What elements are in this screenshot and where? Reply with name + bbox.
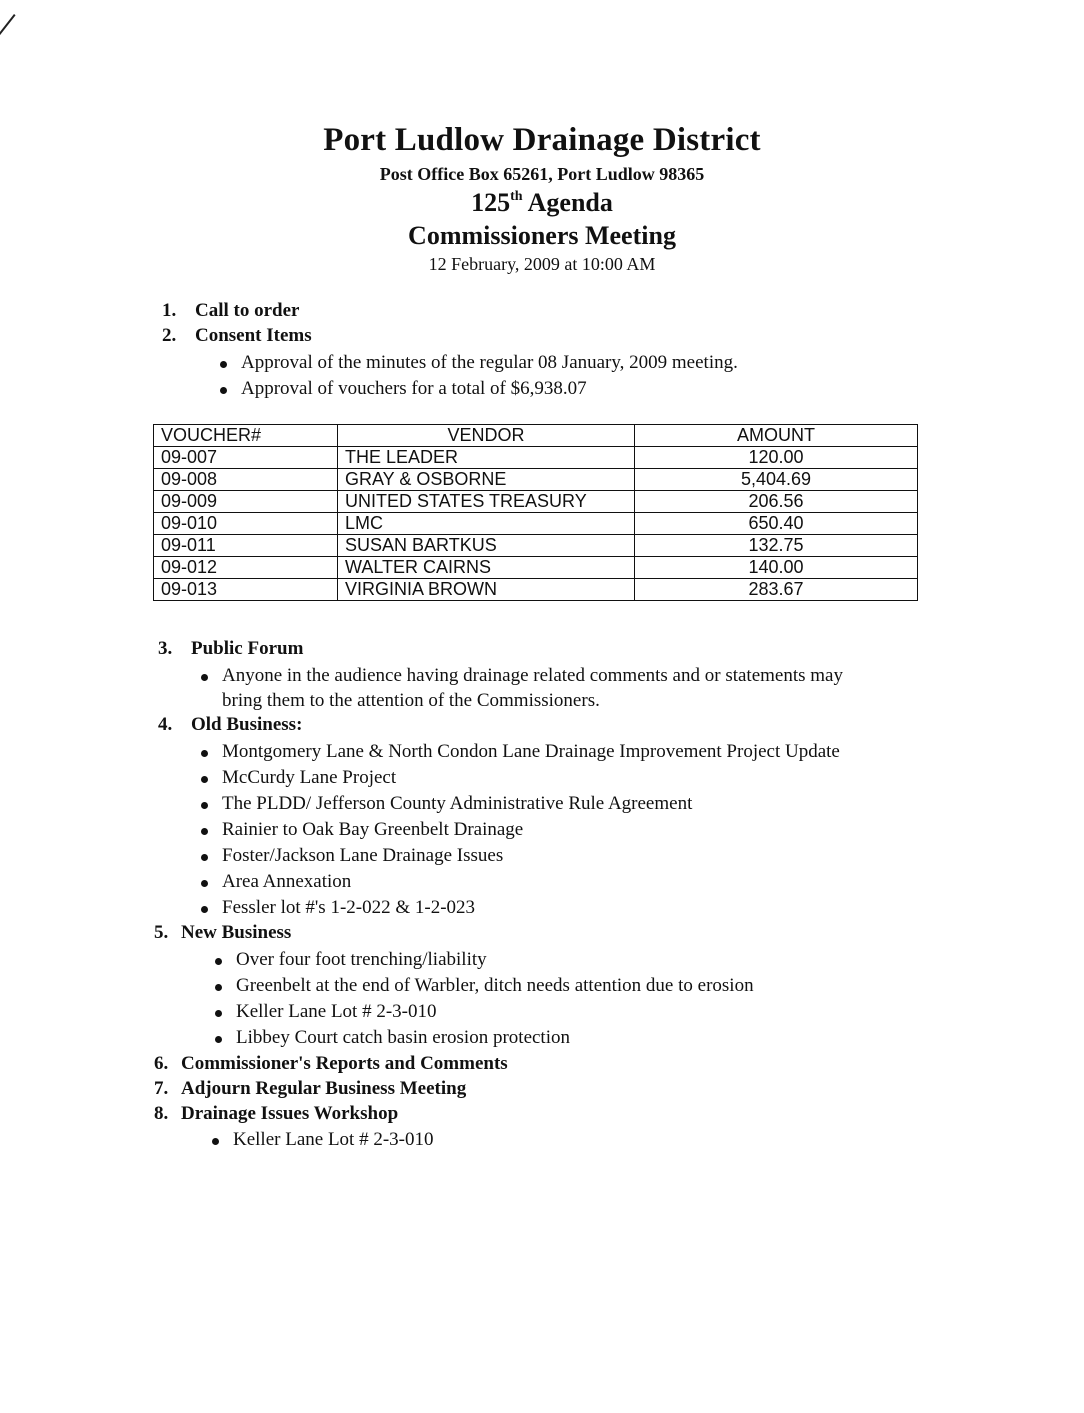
vendor-name: VIRGINIA BROWN xyxy=(338,579,635,601)
bullet-item: Rainier to Oak Bay Greenbelt Drainage xyxy=(222,819,523,841)
bullet-item: Approval of the minutes of the regular 08 January, 2009 meeting. xyxy=(241,352,738,374)
vendor-name: WALTER CAIRNS xyxy=(338,557,635,579)
item-label: Old Business: xyxy=(191,714,303,735)
agenda-item-call-to-order xyxy=(162,300,299,322)
bullet-item: The PLDD/ Jefferson County Administrative Rule Agreement xyxy=(222,793,692,815)
vendor-name: THE LEADER xyxy=(338,447,635,469)
voucher-number: 09-013 xyxy=(154,579,338,601)
column-header-vendor: VENDOR xyxy=(338,425,635,447)
bullet-item: McCurdy Lane Project xyxy=(222,767,396,789)
table-row xyxy=(154,469,918,491)
table-row xyxy=(154,535,918,557)
agenda-ordinal-suffix: th xyxy=(510,189,523,204)
bullet-item: Greenbelt at the end of Warbler, ditch needs attention due to erosion xyxy=(236,975,754,997)
item-label: Call to order xyxy=(195,300,300,321)
bullet-icon xyxy=(201,750,208,757)
bullet-item: Anyone in the audience having drainage related comments and or statements may xyxy=(222,665,843,687)
voucher-amount: 206.56 xyxy=(635,491,918,513)
bullet-item: Libbey Court catch basin erosion protection xyxy=(236,1027,570,1049)
agenda-item-consent-items xyxy=(162,325,312,347)
bullet-icon xyxy=(215,1010,222,1017)
bullet-icon xyxy=(201,880,208,887)
document-title: Port Ludlow Drainage District xyxy=(323,122,761,158)
voucher-amount: 283.67 xyxy=(635,579,918,601)
bullet-icon xyxy=(201,854,208,861)
voucher-table xyxy=(153,424,918,601)
bullet-icon xyxy=(201,906,208,913)
bullet-icon xyxy=(201,828,208,835)
item-label: Commissioner's Reports and Comments xyxy=(181,1053,508,1074)
bullet-icon xyxy=(215,984,222,991)
bullet-icon xyxy=(201,674,208,681)
item-number: 5. xyxy=(154,922,169,943)
item-number: 1. xyxy=(162,300,177,321)
bullet-icon xyxy=(201,776,208,783)
bullet-item: Montgomery Lane & North Condon Lane Drainage Improvement Project Update xyxy=(222,741,840,763)
agenda-item-commissioner-reports xyxy=(154,1053,508,1075)
bullet-icon xyxy=(220,361,227,368)
column-header-voucher: VOUCHER# xyxy=(154,425,338,447)
voucher-number: 09-010 xyxy=(154,513,338,535)
bullet-item: Over four foot trenching/liability xyxy=(236,949,487,971)
column-header-amount: AMOUNT xyxy=(635,425,918,447)
item-number: 4. xyxy=(158,714,173,735)
agenda-item-old-business xyxy=(158,714,302,736)
vendor-name: UNITED STATES TREASURY xyxy=(338,491,635,513)
item-number: 6. xyxy=(154,1053,169,1074)
bullet-item: Fessler lot #'s 1-2-022 & 1-2-023 xyxy=(222,897,475,919)
table-row xyxy=(154,513,918,535)
bullet-icon xyxy=(215,1036,222,1043)
agenda-number-heading xyxy=(0,188,1084,218)
voucher-number: 09-012 xyxy=(154,557,338,579)
bullet-item: Keller Lane Lot # 2-3-010 xyxy=(233,1129,433,1151)
voucher-amount: 5,404.69 xyxy=(635,469,918,491)
item-label: New Business xyxy=(181,922,292,943)
voucher-number: 09-009 xyxy=(154,491,338,513)
bullet-item-continuation: bring them to the attention of the Commissioners. xyxy=(222,690,600,711)
voucher-amount: 650.40 xyxy=(635,513,918,535)
item-label: Drainage Issues Workshop xyxy=(181,1103,399,1124)
item-number: 8. xyxy=(154,1103,169,1124)
agenda-item-new-business xyxy=(154,922,291,944)
bullet-icon xyxy=(201,802,208,809)
vendor-name: LMC xyxy=(338,513,635,535)
bullet-icon xyxy=(220,387,227,394)
item-number: 7. xyxy=(154,1078,169,1099)
voucher-amount: 132.75 xyxy=(635,535,918,557)
voucher-number: 09-008 xyxy=(154,469,338,491)
voucher-amount: 140.00 xyxy=(635,557,918,579)
district-address: Post Office Box 65261, Port Ludlow 98365 xyxy=(379,164,705,184)
item-number: 2. xyxy=(162,325,177,346)
table-row xyxy=(154,447,918,469)
item-label: Consent Items xyxy=(195,325,312,346)
agenda-number: 125 xyxy=(471,188,511,217)
voucher-number: 09-011 xyxy=(154,535,338,557)
item-number: 3. xyxy=(158,638,173,659)
bullet-item: Keller Lane Lot # 2-3-010 xyxy=(236,1001,436,1023)
table-row xyxy=(154,491,918,513)
meeting-title: Commissioners Meeting xyxy=(408,221,676,250)
bullet-item: Foster/Jackson Lane Drainage Issues xyxy=(222,845,503,867)
vendor-name: GRAY & OSBORNE xyxy=(338,469,635,491)
meeting-datetime: 12 February, 2009 at 10:00 AM xyxy=(428,254,656,274)
vendor-name: SUSAN BARTKUS xyxy=(338,535,635,557)
agenda-item-public-forum xyxy=(158,638,303,660)
agenda-item-drainage-workshop xyxy=(154,1103,398,1125)
table-row xyxy=(154,557,918,579)
bullet-item: Area Annexation xyxy=(222,871,351,893)
bullet-icon xyxy=(215,958,222,965)
agenda-item-adjourn xyxy=(154,1078,466,1100)
table-header-row xyxy=(154,425,918,447)
bullet-icon xyxy=(212,1138,219,1145)
agenda-label: Agenda xyxy=(522,188,613,217)
item-label: Public Forum xyxy=(191,638,304,659)
table-row xyxy=(154,579,918,601)
bullet-item: Approval of vouchers for a total of $6,938.07 xyxy=(241,378,587,400)
scan-pen-mark xyxy=(0,14,16,39)
voucher-number: 09-007 xyxy=(154,447,338,469)
voucher-amount: 120.00 xyxy=(635,447,918,469)
item-label: Adjourn Regular Business Meeting xyxy=(181,1078,467,1099)
